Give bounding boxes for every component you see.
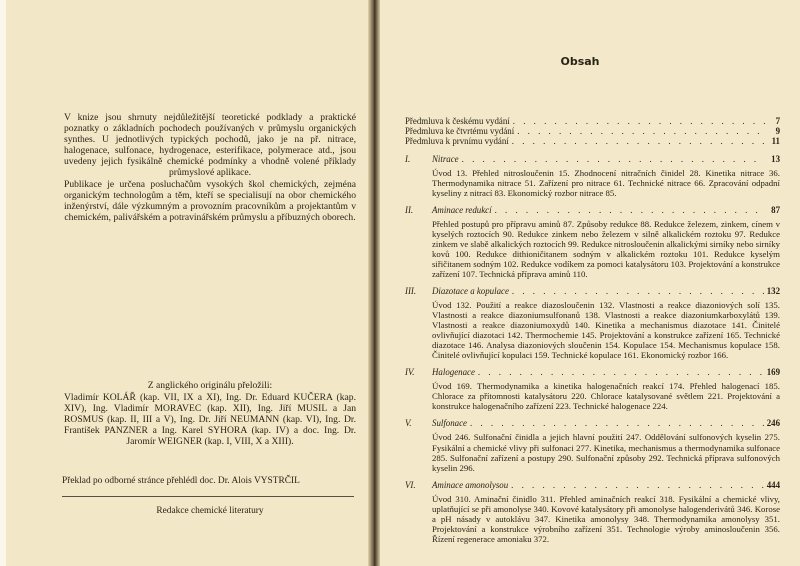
chapter-number: I. <box>405 153 411 164</box>
chapter-heading <box>405 367 780 378</box>
chapter-title: Aminace redukcí <box>432 204 492 215</box>
chapter-title: Sulfonace <box>432 418 467 429</box>
blurb-paragraph: Publikace je určena posluchačům vysokých škol chemických, zejména organickým technologům a těm, kteří se specialisují na obor chemického inženýrství, dále výzkumným a provozním pracovníkům a projektantům v chemickém, palivářském a potravinářském průmyslu a příbuzných oborech. <box>64 178 356 223</box>
page-number: 246 <box>766 418 780 429</box>
dot-leader <box>470 418 764 429</box>
page-number: 11 <box>771 136 780 147</box>
toc-title: Obsah <box>560 55 600 68</box>
chapter-title: Halogenace <box>432 367 475 378</box>
dot-leader <box>512 136 765 146</box>
publisher-note: Redakce chemické literatury <box>156 506 264 516</box>
book-blurb <box>64 112 356 223</box>
dot-leader <box>512 286 764 297</box>
chapter-heading <box>405 480 780 491</box>
chapter-title: Aminace amonolysou <box>432 479 509 490</box>
chapter-heading <box>405 205 780 216</box>
page-number: 444 <box>766 479 780 490</box>
page-number: 7 <box>775 116 780 126</box>
toc-chapter <box>405 418 780 472</box>
chapter-contents: Přehled postupů pro přípravu aminů 87. Způsoby redukce 88. Redukce železem, zinkem, cínem v kyselých roztocích 90. Redukce zinkem nebo železem v silně alkalickém roztoku 97. Redukce zinkem ve slabě alkalických roztocích 99. Redukce nitrosloučenin alkalickými sirníky nebo sirníky kovů 100. Redukce dithioničitanem sodným v alkalickém roztoku 101. Redukce kyselým siřičitanem sodným 102. Redukce vodíkem za pomoci katalysátoru 103. Projektování a konstrukce zařízení 107. Technická příprava aminů 110. <box>432 218 780 279</box>
preface-label: Předmluva ke čtvrtému vydání <box>405 126 515 137</box>
chapter-number: IV. <box>405 367 415 378</box>
dot-leader <box>517 126 765 136</box>
toc-preface-entry <box>405 126 780 136</box>
toc-chapter <box>405 154 780 198</box>
page-number: 132 <box>766 286 780 297</box>
page-number: 169 <box>766 367 780 378</box>
toc-chapter <box>405 480 780 544</box>
toc-chapter <box>405 367 780 411</box>
chapter-list <box>405 154 780 544</box>
chapter-heading <box>405 418 780 429</box>
dot-leader <box>495 205 765 216</box>
chapter-number: VI. <box>405 479 416 490</box>
preface-label: Předmluva k prvnímu vydání <box>405 136 509 147</box>
dot-leader <box>511 480 764 491</box>
chapter-contents: Úvod 132. Použití a reakce diazosloučenin 132. Vlastnosti a reakce diazoniových solí 135. Vlastnosti a reakce diazoniumsulfonanů 138. Vlastnosti a reakce diazoniumkarboxylátů 139. Vlastnosti a reakce diazoniumoxydů 140. Kinetika a mechanismus diazotace 141. Činitelé ovlivňující diazotaci 142. Thermochemie 145. Projektování a konstrukce zařízení 165. Technické diazotace 146. Analysa diazoniových sloučenin 154. Kopulace 154. Mechanismus kopulace 158. Činitelé ovlivňující kopulaci 159. Technické kopulace 161. Ekonomický rozbor 166. <box>432 300 780 361</box>
blurb-paragraph: V knize jsou shrnuty nejdůležitější teoretické podklady a praktické poznatky o základních pochodech používaných v průmyslu organických synthes. U jednotlivých typických pochodů, jako je na př. nitrace, halogenace, sulfonace, hydrogenace, esterifikace, polymerace atd., jsou uvedeny jejich fysikálně chemické podmínky a vhodně volené příklady průmyslové aplikace. <box>64 112 356 179</box>
chapter-number: V. <box>405 418 412 429</box>
page-edge <box>0 0 6 566</box>
preface-list <box>405 116 780 147</box>
page-number: 13 <box>771 153 780 164</box>
chapter-contents: Úvod 169. Thermodynamika a kinetika halogenačních reakcí 174. Přehled halogenací 185. Chlorace za přítomnosti katalysátoru 220. Chlorace katalysované světlem 221. Projektování a konstrukce halogenačního zařízení 223. Technické halogenace 224. <box>432 381 780 412</box>
chapter-number: III. <box>405 286 417 297</box>
dot-leader <box>513 116 765 126</box>
chapter-number: II. <box>405 204 414 215</box>
preface-label: Předmluva k českému vydání <box>405 116 510 126</box>
chapter-title: Nitrace <box>432 153 459 164</box>
chapter-heading <box>405 286 780 297</box>
dot-leader <box>478 367 764 378</box>
chapter-contents: Úvod 246. Sulfonační činidla a jejich hlavní použití 247. Oddělování sulfonových kyselin 275. Fysikální a chemické vlivy při sulfonaci 277. Kinetika, mechanismus a thermodynamika sulfonace 285. Sulfonační zařízení a postupy 290. Sulfonační způsoby 292. Technická příprava sulfonových kyselin 296. <box>432 432 780 473</box>
chapter-contents: Úvod 310. Aminační činidlo 311. Přehled aminačních reakcí 318. Fysikální a chemické vlivy, uplatňující se při amonolyse 340. Kovové katalysátory při amonolyse halogenderivátů 346. Korose a pH násady v autoklávu 347. Kinetika amonolysy 348. Thermodynamika amonolysy 351. Projektování a konstrukce výrobního zařízení 351. Technologie výroby aminosloučenin 356. Řízení regenerace amoniaku 372. <box>432 493 780 544</box>
book-gutter <box>368 0 380 566</box>
chapter-contents: Úvod 13. Přehled nitrosloučenin 15. Zhodnocení nitračních činidel 28. Kinetika nitrace 36. Thermodynamika nitrace 51. Zařízení pro nitrace 61. Technické nitrace 66. Zpracování odpadní kyseliny z nitrací 83. Ekonomický rozbor nitrace 85. <box>432 167 780 198</box>
divider <box>62 496 354 497</box>
reviewer-note: Překlad po odborné stránce přehlédl doc. Dr. Alois VYSTRČIL <box>62 476 300 486</box>
page-number: 87 <box>771 204 780 215</box>
translators-heading: Z anglického originálu přeložili: <box>147 380 273 391</box>
dot-leader <box>462 154 765 165</box>
translators-list: Vladimír KOLÁŘ (kap. VII, IX a XI), Ing. Dr. Eduard KUČERA (kap. XIV), Ing. Vladimír MORAVEC (kap. XII), Ing. Jiří MUSIL a Jan ROSMUS (kap. II, III a V), Ing. Dr. Jiří NEUMANN (kap. VI), Ing. Dr. František PANZNER a Ing. Karel SYHORA (kap. IV) a doc. Ing. Dr. Jaromír WEIGNER (kap. I, VIII, X a XIII). <box>64 392 356 448</box>
toc-chapter <box>405 205 780 279</box>
chapter-title: Diazotace a kopulace <box>432 286 509 297</box>
chapter-heading <box>405 154 780 165</box>
toc-chapter <box>405 286 780 360</box>
table-of-contents <box>405 116 780 544</box>
toc-preface-entry <box>405 136 780 146</box>
toc-preface-entry <box>405 116 780 126</box>
page-number: 9 <box>775 126 780 137</box>
